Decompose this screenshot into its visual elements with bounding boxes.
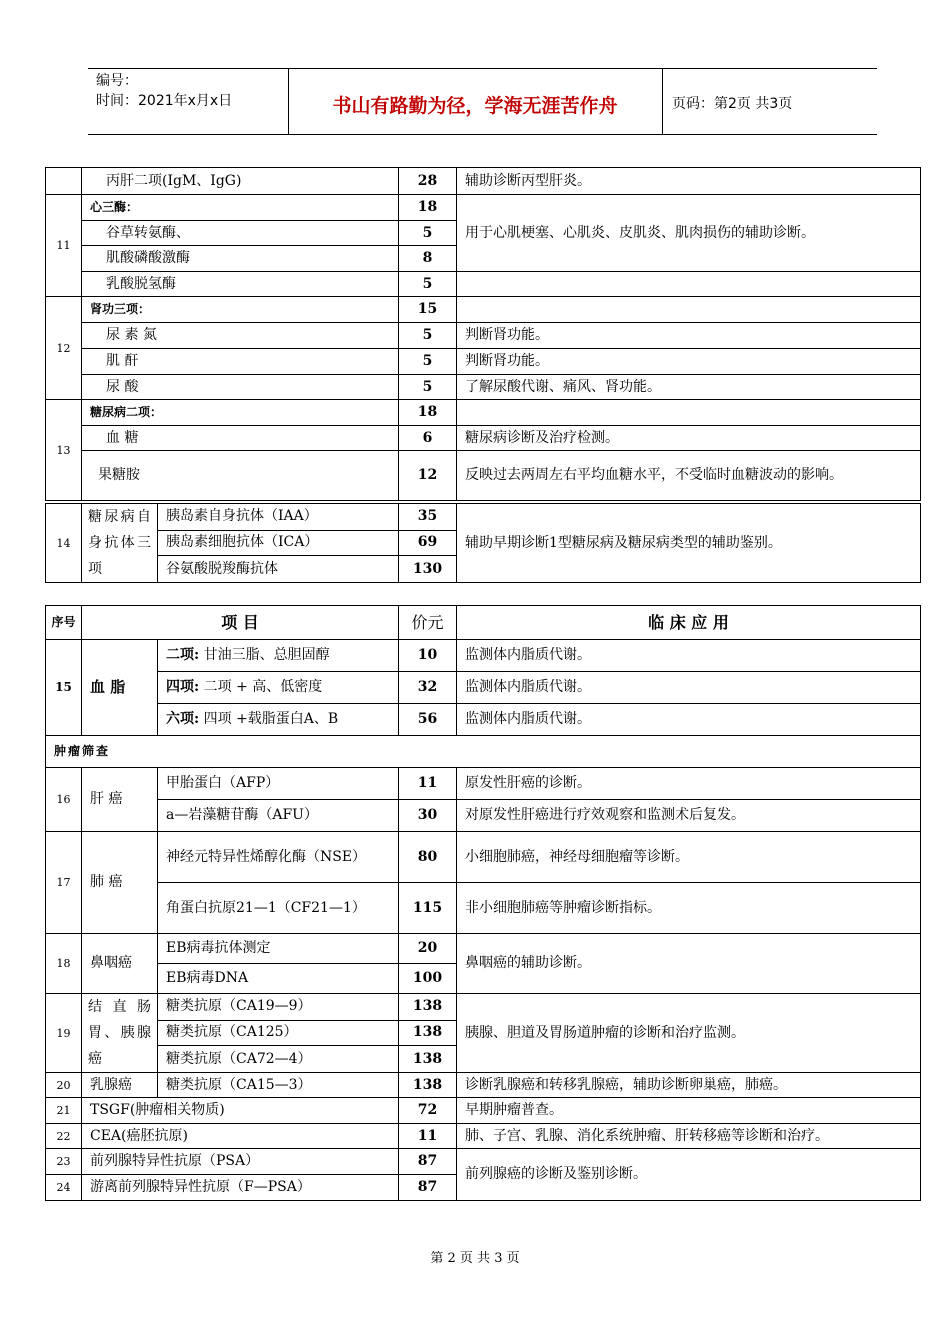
item-price: 138 — [399, 994, 457, 1021]
item-price: 80 — [399, 832, 457, 883]
item-use: 反映过去两周左右平均血糖水平，不受临时血糖波动的影响。 — [457, 451, 921, 501]
item-name: 游离前列腺特异性抗原（F—PSA） — [82, 1175, 399, 1201]
table-row — [46, 168, 921, 195]
table-row — [46, 768, 921, 800]
table-row — [46, 640, 921, 672]
item-name: 糖类抗原（CA72—4） — [158, 1046, 399, 1073]
item-name — [158, 704, 399, 736]
item-price: 15 — [399, 297, 457, 323]
item-price: 130 — [399, 556, 457, 583]
item-name: 肌 酐 — [82, 349, 399, 375]
item-tag: 二项: — [166, 647, 200, 663]
header-page-info: 页码：第2页 共3页 — [672, 96, 793, 112]
price-table-1 — [45, 167, 921, 501]
item-name: 谷氨酸脱羧酶抗体 — [158, 556, 399, 583]
item-price: 69 — [399, 530, 457, 556]
item-use: 胰腺、胆道及胃肠道肿瘤的诊断和治疗监测。 — [457, 994, 921, 1073]
item-price: 5 — [399, 221, 457, 246]
row-number: 16 — [46, 768, 82, 832]
row-number: 11 — [46, 195, 82, 297]
item-use: 非小细胞肺癌等肿瘤诊断指标。 — [457, 883, 921, 934]
item-use: 肺、子宫、乳腺、消化系统肿瘤、肝转移癌等诊断和治疗。 — [457, 1124, 921, 1149]
item-price: 115 — [399, 883, 457, 934]
table-row — [46, 800, 921, 832]
category-label: 结直肠胃、胰腺癌 — [82, 994, 158, 1073]
group-heading: 心三酶： — [82, 195, 399, 221]
category-label: 乳腺癌 — [82, 1073, 158, 1098]
item-use: 监测体内脂质代谢。 — [457, 704, 921, 736]
item-use: 小细胞肺癌，神经母细胞瘤等诊断。 — [457, 832, 921, 883]
header-motto: 书山有路勤为径，学海无涯苦作舟 — [332, 95, 618, 117]
item-price: 18 — [399, 195, 457, 221]
table-row — [46, 297, 921, 323]
item-name: 角蛋白抗原21—1（CF21—1） — [158, 883, 399, 934]
item-use: 了解尿酸代谢、痛风、肾功能。 — [457, 375, 921, 400]
item-use: 诊断乳腺癌和转移乳腺癌，辅助诊断卵巢癌，肺癌。 — [457, 1073, 921, 1098]
row-number: 17 — [46, 832, 82, 934]
table-row — [46, 832, 921, 883]
item-name — [158, 640, 399, 672]
item-name: 甲胎蛋白（AFP） — [158, 768, 399, 800]
table-row — [46, 1149, 921, 1175]
item-price: 5 — [399, 323, 457, 349]
item-name: 尿 素 氮 — [82, 323, 399, 349]
item-price: 20 — [399, 934, 457, 964]
row-number: 20 — [46, 1073, 82, 1098]
item-name: 糖类抗原（CA19—9） — [158, 994, 399, 1021]
item-name: 糖类抗原（CA15—3） — [158, 1073, 399, 1098]
item-name: 尿 酸 — [82, 375, 399, 400]
number-label: 编号： — [96, 73, 138, 89]
item-name: EB病毒DNA — [158, 964, 399, 994]
section-row — [46, 736, 921, 768]
item-price: 11 — [399, 1124, 457, 1149]
category-label: 肺 癌 — [82, 832, 158, 934]
item-name: 谷草转氨酶、 — [82, 221, 399, 246]
item-use: 原发性肝癌的诊断。 — [457, 768, 921, 800]
item-price: 32 — [399, 672, 457, 704]
item-tag: 四项: — [166, 679, 200, 695]
section-heading: 肿瘤筛查 — [46, 736, 921, 768]
item-name: 肌酸磷酸激酶 — [82, 246, 399, 272]
item-price: 30 — [399, 800, 457, 832]
item-use: 辅助诊断丙型肝炎。 — [457, 168, 921, 195]
table-row — [46, 704, 921, 736]
table-row — [46, 994, 921, 1021]
item-name: 血 糖 — [82, 426, 399, 451]
header-num: 序号 — [46, 606, 82, 640]
table-row — [46, 426, 921, 451]
item-price: 28 — [399, 168, 457, 195]
item-name: CEA(癌胚抗原) — [82, 1124, 399, 1149]
item-use: 辅助早期诊断1型糖尿病及糖尿病类型的辅助鉴别。 — [457, 504, 921, 583]
page-header — [88, 68, 877, 135]
table-row — [46, 1098, 921, 1124]
table-row — [46, 883, 921, 934]
item-name: 乳酸脱氢酶 — [82, 272, 399, 297]
page-footer: 第 2 页 共 3 页 — [430, 1251, 520, 1266]
item-use: 对原发性肝癌进行疗效观察和监测术后复发。 — [457, 800, 921, 832]
row-number: 24 — [46, 1175, 82, 1201]
table-row — [46, 272, 921, 297]
item-use: 鼻咽癌的辅助诊断。 — [457, 934, 921, 994]
item-name: 神经元特异性烯醇化酶（NSE） — [158, 832, 399, 883]
table-row — [46, 451, 921, 501]
category-label: 血 脂 — [82, 640, 158, 736]
item-price: 72 — [399, 1098, 457, 1124]
item-name: a—岩藻糖苷酶（AFU） — [158, 800, 399, 832]
row-number: 23 — [46, 1149, 82, 1175]
item-name: TSGF(肿瘤相关物质) — [82, 1098, 399, 1124]
header-meta — [96, 71, 232, 111]
item-use: 判断肾功能。 — [457, 349, 921, 375]
header-use: 临 床 应 用 — [457, 606, 921, 640]
price-table-2 — [45, 605, 921, 1201]
item-price: 11 — [399, 768, 457, 800]
item-name: 胰岛素细胞抗体（ICA） — [158, 530, 399, 556]
table-row — [46, 323, 921, 349]
group-heading: 糖尿病二项： — [82, 400, 399, 426]
item-price: 138 — [399, 1020, 457, 1046]
group-heading: 肾功三项： — [82, 297, 399, 323]
item-price: 18 — [399, 400, 457, 426]
row-number: 18 — [46, 934, 82, 994]
item-price: 5 — [399, 375, 457, 400]
table-row — [46, 1124, 921, 1149]
time-label: 时间：2021年x月x日 — [96, 93, 233, 109]
item-name: EB病毒抗体测定 — [158, 934, 399, 964]
item-price: 87 — [399, 1149, 457, 1175]
row-number: 15 — [46, 640, 82, 736]
item-name: 丙肝二项(IgM、IgG) — [82, 168, 399, 195]
item-name: 胰岛素自身抗体（IAA） — [158, 504, 399, 531]
header-item: 项 目 — [82, 606, 399, 640]
table-row — [46, 1073, 921, 1098]
row-number: 12 — [46, 297, 82, 400]
item-price: 100 — [399, 964, 457, 994]
category-label: 鼻咽癌 — [82, 934, 158, 994]
row-number: 22 — [46, 1124, 82, 1149]
item-name: 果糖胺 — [82, 451, 399, 501]
item-price: 5 — [399, 349, 457, 375]
header-divider — [662, 69, 663, 134]
row-number: 21 — [46, 1098, 82, 1124]
item-price: 8 — [399, 246, 457, 272]
category-label: 肝 癌 — [82, 768, 158, 832]
category-label: 糖尿病自身抗体三项 — [82, 504, 158, 583]
item-name: 前列腺特异性抗原（PSA） — [82, 1149, 399, 1175]
table-row — [46, 349, 921, 375]
table-row — [46, 504, 921, 531]
table-row — [46, 375, 921, 400]
item-price: 56 — [399, 704, 457, 736]
item-name — [158, 672, 399, 704]
item-use: 判断肾功能。 — [457, 323, 921, 349]
row-number: 14 — [46, 504, 82, 583]
table-row — [46, 195, 921, 221]
item-use: 糖尿病诊断及治疗检测。 — [457, 426, 921, 451]
row-number: 13 — [46, 400, 82, 501]
item-price: 10 — [399, 640, 457, 672]
item-text: 甘油三脂、总胆固醇 — [203, 647, 330, 663]
item-price: 12 — [399, 451, 457, 501]
table-row — [46, 672, 921, 704]
item-text: 四项 +载脂蛋白A、B — [203, 711, 339, 727]
item-price: 138 — [399, 1073, 457, 1098]
item-use: 前列腺癌的诊断及鉴别诊断。 — [457, 1149, 921, 1201]
table-header-row — [46, 606, 921, 640]
item-price: 87 — [399, 1175, 457, 1201]
item-price: 35 — [399, 504, 457, 531]
table-row — [46, 400, 921, 426]
item-price: 138 — [399, 1046, 457, 1073]
row-number: 19 — [46, 994, 82, 1073]
item-text: 二项 + 高、低密度 — [203, 679, 323, 695]
item-use: 监测体内脂质代谢。 — [457, 640, 921, 672]
table-row — [46, 934, 921, 964]
item-name: 糖类抗原（CA125） — [158, 1020, 399, 1046]
item-use: 早期肿瘤普查。 — [457, 1098, 921, 1124]
item-price: 5 — [399, 272, 457, 297]
item-price: 6 — [399, 426, 457, 451]
item-use: 监测体内脂质代谢。 — [457, 672, 921, 704]
header-price: 价元 — [399, 606, 457, 640]
item-tag: 六项: — [166, 711, 200, 727]
price-table-1b — [45, 503, 921, 583]
item-use: 用于心肌梗塞、心肌炎、皮肌炎、肌肉损伤的辅助诊断。 — [457, 195, 921, 272]
